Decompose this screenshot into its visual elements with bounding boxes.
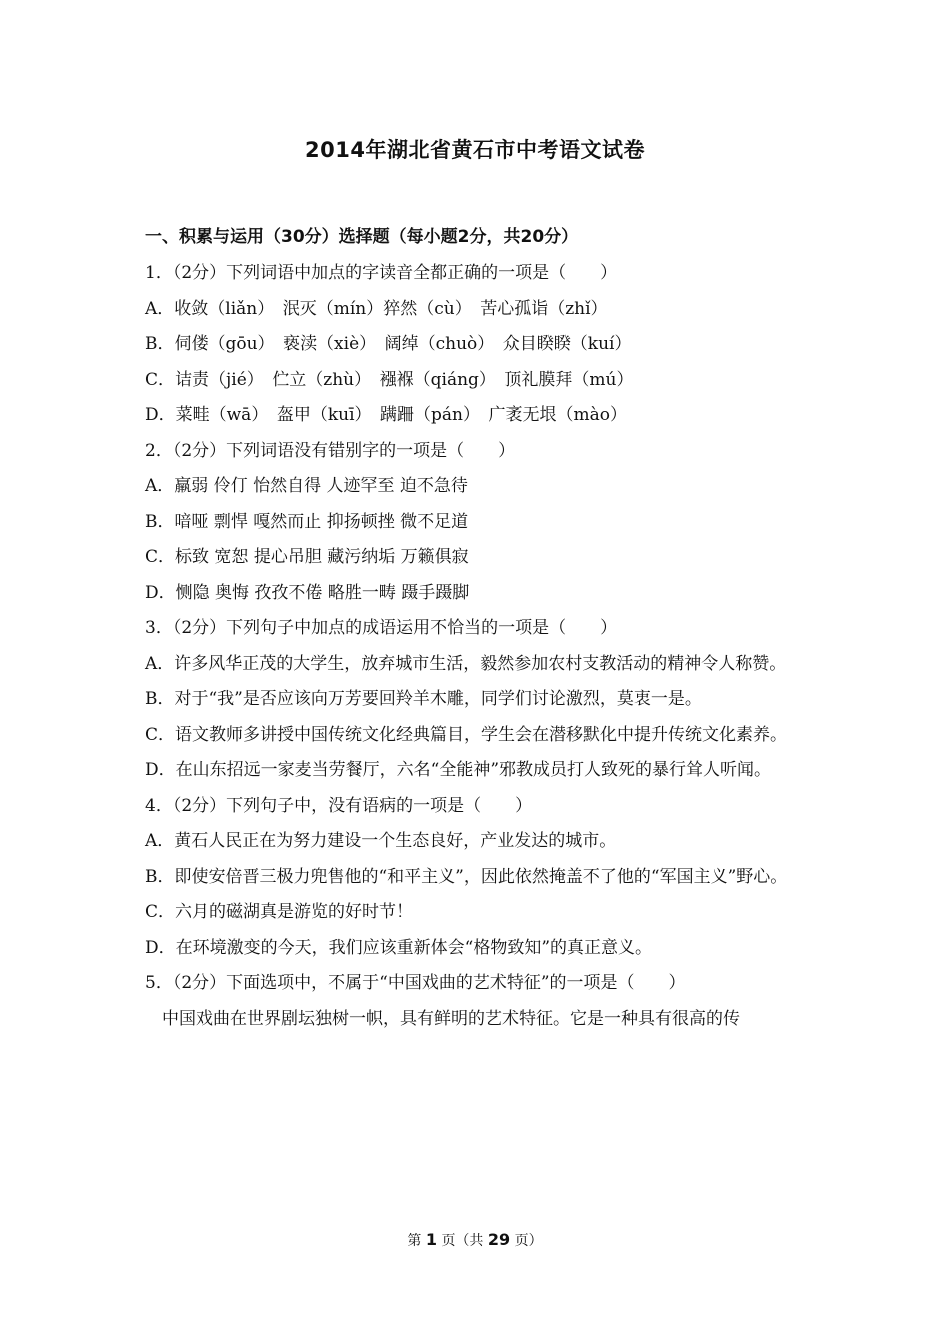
question-5-passage: 中国戏曲在世界剧坛独树一帜，具有鲜明的艺术特征。它是一种具有很高的传 [162, 1008, 740, 1029]
question-3-stem: 3．（2分）下列句子中加点的成语运用不恰当的一项是（ ） [145, 618, 618, 638]
question-4-stem: 4．（2分）下列句子中，没有语病的一项是（ ） [145, 795, 533, 816]
footer-suffix: 页） [514, 1233, 543, 1249]
question-5-stem: 5．（2分）下面选项中，不属于“中国戏曲的艺术特征”的一项是（ ） [145, 973, 686, 993]
question-4-option-a: A．黄石人民正在为努力建设一个生态良好，产业发达的城市。 [145, 831, 617, 851]
question-3-option-d: D．在山东招远一家麦当劳餐厅，六名“全能神”邪教成员打人致死的暴行耸人听闻。 [145, 760, 772, 780]
question-3-option-a: A．许多风华正茂的大学生，放弃城市生活，毅然参加农村支教活动的精神令人称赞。 [145, 653, 787, 674]
page-title: 2014年湖北省黄石市中考语文试卷 [305, 138, 645, 162]
question-4-option-b: B．即使安倍晋三极力兜售他的“和平主义”，因此依然掩盖不了他的“军国主义”野心。 [145, 866, 788, 887]
question-4-option-d: D．在环境激变的今天，我们应该重新体会“格物致知”的真正意义。 [145, 937, 653, 958]
question-4-option-c: C．六月的磁湖真是游览的好时节！ [145, 902, 414, 922]
footer-total-pages: 29 [487, 1230, 511, 1249]
footer-prefix: 第 [407, 1233, 422, 1249]
question-2-stem: 2．（2分）下列词语没有错别字的一项是（ ） [145, 440, 516, 461]
question-1-option-b: B．伺偻（gōu） 亵渎（xiè） 阔绰（chuò） 众目睽睽（kuí） [145, 334, 632, 354]
question-1-option-c: C．诘责（jié） 伫立（zhù） 襁褓（qiáng） 顶礼膜拜（mú） [145, 369, 634, 390]
question-2-option-d: D．恻隐 奥悔 孜孜不倦 略胜一畴 蹑手蹑脚 [145, 582, 470, 603]
question-2-option-b: B．喑哑 剽悍 嘎然而止 抑扬顿挫 微不足道 [145, 511, 469, 532]
question-1-option-a: A．收敛（liǎn） 泯灭（mín）猝然（cù） 苦心孤诣（zhǐ） [145, 298, 608, 319]
question-list [145, 256, 811, 1037]
question-1-option-d: D．菜畦（wā） 盔甲（kuī） 蹒跚（pán） 广袤无垠（mào） [145, 405, 627, 425]
section-heading: 一、积累与运用（30分）选择题（每小题2分，共20分） [145, 227, 579, 247]
question-3-option-b: B．对于“我”是否应该向万芳要回羚羊木雕，同学们讨论激烈，莫衷一是。 [145, 689, 702, 709]
question-2-option-a: A．羸弱 伶仃 怡然自得 人迹罕至 迫不急待 [145, 476, 468, 496]
question-2-option-c: C．标致 宽恕 提心吊胆 藏污纳垢 万籁俱寂 [145, 547, 469, 567]
footer-page-number: 1 [425, 1230, 437, 1249]
footer-middle: 页（共 [441, 1233, 484, 1249]
question-3-option-c: C．语文教师多讲授中国传统文化经典篇目，学生会在潜移默化中提升传统文化素养。 [145, 724, 788, 745]
page-footer [0, 1230, 950, 1250]
question-1-stem: 1．（2分）下列词语中加点的字读音全都正确的一项是（ ） [145, 263, 618, 283]
